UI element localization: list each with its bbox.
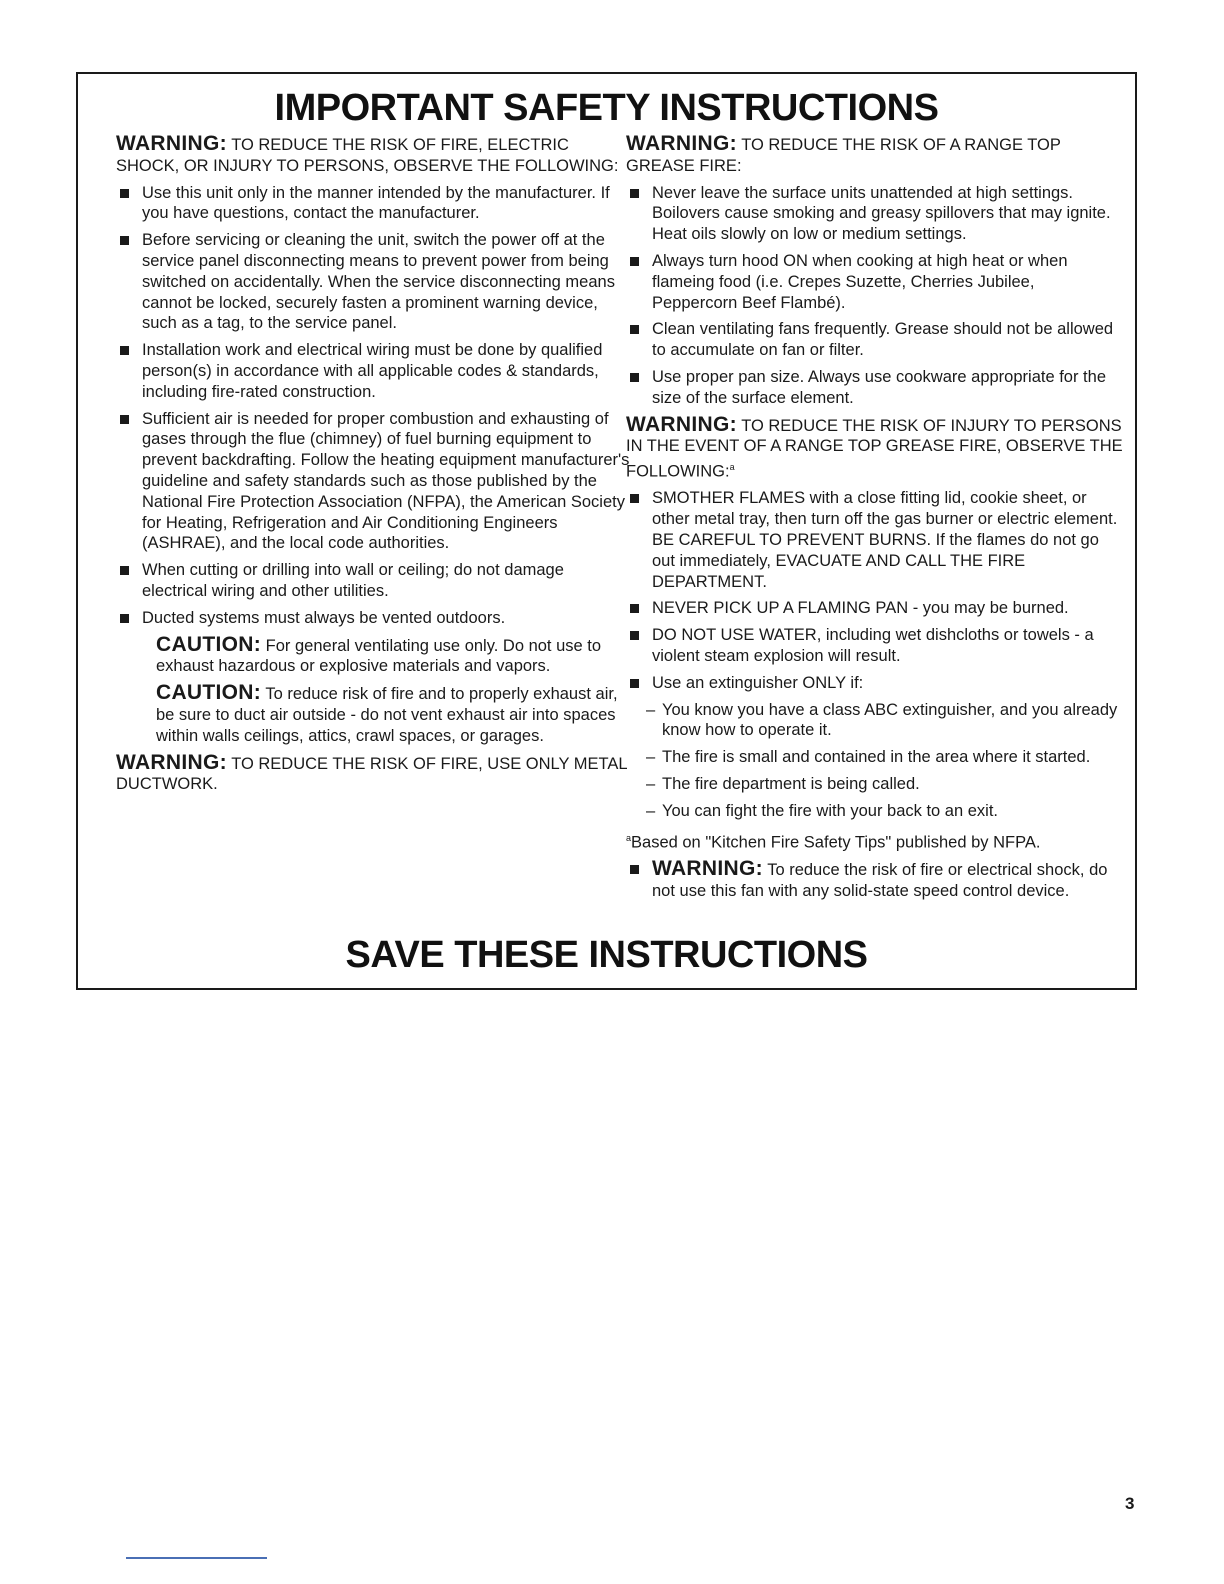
list-item: Sufficient air is needed for proper combustion and exhausting of gases through the flue (chimney) of fuel burning equipment to prevent backdrafting. Follow the heating equipment manufacturer's guideline and safety standards such as those published by the National Fire Protection Association (NFPA), the American Society for Heating, Refrigeration and Air Conditioning Engineers (ASHRAE), and the local code authorities. — [116, 409, 630, 555]
dash-bullet-icon: – — [646, 748, 656, 767]
square-bullet-icon — [630, 373, 639, 382]
caution-duct-outside — [116, 683, 630, 746]
warning-label: WARNING: — [626, 132, 737, 155]
injury-prevention-list — [626, 488, 1124, 821]
caution-label: CAUTION: — [156, 681, 262, 705]
warning-heading-general — [116, 134, 630, 177]
dash-bullet-icon: – — [646, 801, 656, 820]
square-bullet-icon — [120, 346, 129, 355]
list-item: SMOTHER FLAMES with a close fitting lid, cookie sheet, or other metal tray, then turn off the gas burner or electric element. BE CAREFUL TO PREVENT BURNS. If the flames do not go out immediately, EVACUATE AND CALL THE FIRE DEPARTMENT. — [626, 488, 1124, 592]
caution-ventilating-use — [116, 632, 630, 678]
warning-label: WARNING: — [652, 856, 763, 880]
square-bullet-icon — [630, 189, 639, 198]
square-bullet-icon — [120, 189, 129, 198]
list-item: – You can fight the fire with your back to an exit. — [646, 801, 999, 820]
list-item: Never leave the surface units unattended at high settings. Boilovers cause smoking and greasy spillovers that may ignite. Heat oils slowly on low or medium settings. — [626, 183, 1124, 245]
list-item: Always turn hood ON when cooking at high heat or when flameing food (i.e. Crepes Suzette, Cherries Jubilee, Peppercorn Beef Flambé). — [626, 251, 1124, 313]
warning-text: TO REDUCE THE RISK OF A RANGE TOP GREASE FIRE: — [626, 136, 1061, 175]
caution-text: To reduce risk of fire and to properly exhaust air, be sure to duct air outside - do not vent exhaust air into spaces within walls ceilings, attics, crawl spaces, or garages. — [156, 685, 618, 745]
list-item: Ducted systems must always be vented outdoors. — [116, 608, 630, 629]
extinguisher-conditions-list — [646, 700, 1124, 822]
safety-instructions-box — [76, 72, 1137, 990]
warning-text: TO REDUCE THE RISK OF INJURY TO PERSONS IN THE EVENT OF A RANGE TOP GREASE FIRE, OBSERVE THE FOLLOWING: — [626, 416, 1123, 481]
page-number: 3 — [1125, 1494, 1135, 1513]
footnote-marker: a — [626, 832, 632, 843]
square-bullet-icon — [120, 236, 129, 245]
list-item: – You know you have a class ABC extinguisher, and you already know how to operate it. — [646, 700, 1118, 740]
list-item: Use an extinguisher ONLY if: – You know you have a class ABC extinguisher, and you already know how to operate it. – The fire is small and contained in the area where it started. – The fire department is being called. – You can fight the fire with your back to an exit. — [626, 673, 1124, 822]
final-warning-list — [626, 856, 1124, 902]
square-bullet-icon — [630, 679, 639, 688]
square-bullet-icon — [630, 257, 639, 266]
dash-bullet-icon: – — [646, 775, 656, 794]
list-item: NEVER PICK UP A FLAMING PAN - you may be burned. — [626, 598, 1124, 619]
square-bullet-icon — [120, 614, 129, 623]
warning-text: TO REDUCE THE RISK OF FIRE, ELECTRIC SHOCK, OR INJURY TO PERSONS, OBSERVE THE FOLLOWING: — [116, 136, 619, 175]
footnote — [626, 828, 1124, 853]
general-safety-list — [116, 183, 630, 629]
right-column — [626, 134, 1124, 908]
caution-text: For general ventilating use only. Do not use to exhaust hazardous or explosive materials and vapors. — [156, 636, 602, 676]
list-item: – The fire is small and contained in the area where it started. — [646, 748, 1091, 767]
list-item: Use proper pan size. Always use cookware appropriate for the size of the surface element. — [626, 367, 1124, 409]
warning-heading-injury — [626, 412, 1124, 483]
warning-text: TO REDUCE THE RISK OF FIRE, USE ONLY METAL DUCTWORK. — [116, 754, 627, 794]
caution-label: CAUTION: — [156, 632, 262, 656]
grease-fire-list — [626, 183, 1124, 409]
list-item: Before servicing or cleaning the unit, switch the power off at the service panel disconnecting means to prevent power from being switched on accidentally. When the service disconnecting means cannot be locked, securely fasten a prominent warning device, such as a tag, to the service panel. — [116, 230, 630, 334]
list-item: When cutting or drilling into wall or ceiling; do not damage electrical wiring and other utilities. — [116, 560, 630, 602]
warning-label: WARNING: — [626, 412, 737, 436]
closing-title: SAVE THESE INSTRUCTIONS — [345, 934, 868, 976]
list-item: – The fire department is being called. — [646, 775, 920, 794]
footnote-text: Based on "Kitchen Fire Safety Tips" published by NFPA. — [631, 833, 1041, 852]
list-item — [626, 856, 1124, 902]
footer-rule — [126, 1557, 267, 1559]
list-item: Use this unit only in the manner intended by the manufacturer. If you have questions, contact the manufacturer. — [116, 183, 630, 225]
square-bullet-icon — [630, 865, 639, 874]
square-bullet-icon — [120, 415, 129, 424]
list-item: DO NOT USE WATER, including wet dishcloths or towels - a violent steam explosion will result. — [626, 625, 1124, 667]
square-bullet-icon — [120, 566, 129, 575]
square-bullet-icon — [630, 494, 639, 503]
square-bullet-icon — [630, 325, 639, 334]
dash-bullet-icon: – — [646, 700, 656, 719]
square-bullet-icon — [630, 604, 639, 613]
left-column — [116, 134, 630, 801]
warning-label: WARNING: — [116, 132, 227, 155]
warning-text: To reduce the risk of fire or electrical shock, do not use this fan with any solid-state speed control device. — [652, 860, 1108, 900]
page-title: IMPORTANT SAFETY INSTRUCTIONS — [274, 87, 939, 129]
footnote-marker: a — [729, 462, 735, 473]
list-item: Clean ventilating fans frequently. Grease should not be allowed to accumulate on fan or filter. — [626, 319, 1124, 361]
list-item: Installation work and electrical wiring must be done by qualified person(s) in accordance with all applicable codes & standards, including fire-rated construction. — [116, 340, 630, 402]
warning-metal-ductwork — [116, 750, 630, 796]
square-bullet-icon — [630, 631, 639, 640]
warning-label: WARNING: — [116, 750, 227, 774]
warning-heading-grease-fire — [626, 134, 1124, 177]
